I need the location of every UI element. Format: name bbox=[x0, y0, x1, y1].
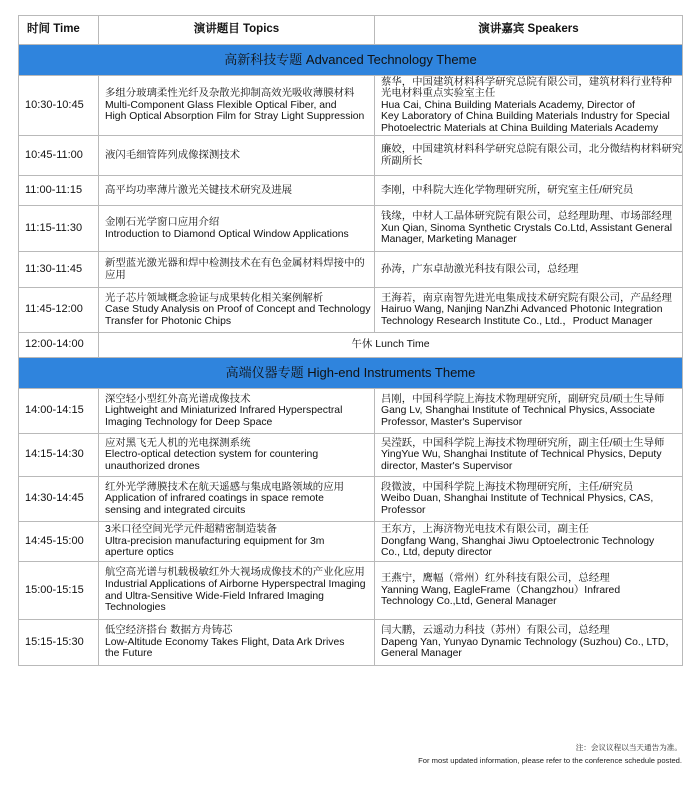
agenda-table bbox=[18, 15, 683, 666]
session-topic-line: Technologies bbox=[105, 602, 166, 614]
session-speaker-line: Hua Cai, China Building Materials Academy, Director of bbox=[381, 99, 635, 111]
session-speaker-line: Dongfang Wang, Shanghai Jiwu Optoelectronic Technology bbox=[381, 535, 655, 547]
theme-row-instruments bbox=[19, 358, 683, 389]
session-topic-line: 金刚石光学窗口应用介绍 bbox=[105, 216, 220, 228]
session-speaker bbox=[375, 434, 683, 477]
session-speaker-line: YingYue Wu, Shanghai Institute of Technical Physics, Deputy bbox=[381, 449, 662, 461]
session-row bbox=[19, 288, 683, 333]
session-row bbox=[19, 477, 683, 522]
session-topic-line: unauthorized drones bbox=[105, 460, 200, 472]
session-time: 14:00-14:15 bbox=[19, 389, 99, 434]
session-topic-line: Transfer for Photonic Chips bbox=[105, 315, 232, 327]
session-speaker bbox=[375, 176, 683, 206]
session-speaker-line: Manager, Marketing Manager bbox=[381, 234, 517, 246]
session-speaker-line: 王东方，上海济物光电技术有限公司，副主任 bbox=[381, 524, 589, 536]
session-speaker-line: 王燕宁，鹰幅（常州）红外科技有限公司，总经理 bbox=[381, 573, 610, 585]
lunch-label: 午休 Lunch Time bbox=[99, 333, 683, 358]
session-topic-line: Electro-optical detection system for countering bbox=[105, 449, 319, 461]
session-speaker-line: 蔡华，中国建筑材料科学研究总院有限公司，建筑材料行业特种 bbox=[381, 76, 672, 88]
session-time: 11:15-11:30 bbox=[19, 206, 99, 252]
session-speaker bbox=[375, 620, 683, 666]
session-topic bbox=[99, 620, 375, 666]
note-chinese: 注：会议议程以当天通告为准。 bbox=[575, 743, 682, 752]
theme-row-advanced bbox=[19, 45, 683, 76]
session-speaker-line: Dapeng Yan, Yunyao Dynamic Technology (Suzhou) Co., LTD， bbox=[381, 636, 676, 648]
session-topic-line: Case Study Analysis on Proof of Concept and Technology bbox=[105, 304, 371, 316]
session-topic-line: 红外光学薄膜技术在航天遥感与集成电路领域的应用 bbox=[105, 481, 344, 493]
session-topic-line: Introduction to Diamond Optical Window Applications bbox=[105, 228, 349, 240]
session-row bbox=[19, 252, 683, 288]
session-row bbox=[19, 522, 683, 562]
session-time: 11:45-12:00 bbox=[19, 288, 99, 333]
session-time: 14:30-14:45 bbox=[19, 477, 99, 522]
session-time: 10:45-11:00 bbox=[19, 136, 99, 176]
session-row bbox=[19, 206, 683, 252]
session-speaker-line: Co., Ltd, deputy director bbox=[381, 547, 492, 559]
session-row bbox=[19, 620, 683, 666]
session-topic-line: Imaging Technology for Deep Space bbox=[105, 416, 273, 428]
session-speaker-line: Photoelectric Materials at China Building Materials Academy bbox=[381, 122, 659, 134]
session-speaker bbox=[375, 288, 683, 333]
session-topic-line: Ultra-precision manufacturing equipment for 3m bbox=[105, 535, 325, 547]
session-speaker bbox=[375, 76, 683, 136]
session-topic-line: Low-Altitude Economy Takes Flight, Data Ark Drives bbox=[105, 636, 345, 648]
session-topic bbox=[99, 288, 375, 333]
session-speaker-line: Gang Lv, Shanghai Institute of Technical Physics, Associate bbox=[381, 405, 655, 417]
session-speaker-line: director, Master's Supervisor bbox=[381, 460, 513, 472]
session-speaker bbox=[375, 206, 683, 252]
session-topic-line: Industrial Applications of Airborne Hyperspectral Imaging bbox=[105, 578, 366, 590]
session-topic-line: 3米口径空间光学元件超精密制造装备 bbox=[105, 524, 278, 536]
session-topic bbox=[99, 434, 375, 477]
session-speaker-line: 吴滢跃，中国科学院上海技术物理研究所，副主任/硕士生导师 bbox=[381, 437, 665, 449]
header-speakers: 演讲嘉宾 Speakers bbox=[375, 16, 683, 45]
session-speaker-line: 孙涛，广东卓劼激光科技有限公司，总经理 bbox=[381, 263, 579, 275]
session-time: 10:30-10:45 bbox=[19, 76, 99, 136]
session-speaker-line: General Manager bbox=[381, 648, 462, 660]
session-topic bbox=[99, 176, 375, 206]
session-topic-line: 多组分玻璃柔性光纤及杂散光抑制高效光吸收薄膜材料 bbox=[105, 88, 355, 100]
session-speaker-line: 光电材料重点实验室主任 bbox=[381, 88, 496, 100]
session-speaker-line: Professor, Master's Supervisor bbox=[381, 416, 523, 428]
session-time: 15:15-15:30 bbox=[19, 620, 99, 666]
session-topic bbox=[99, 522, 375, 562]
session-speaker bbox=[375, 477, 683, 522]
session-topic-line: Multi-Component Glass Flexible Optical Fiber, and bbox=[105, 99, 337, 111]
session-speaker bbox=[375, 136, 683, 176]
session-speaker-line: 闫大鹏，云遥动力科技（苏州）有限公司，总经理 bbox=[381, 625, 610, 637]
session-speaker bbox=[375, 562, 683, 620]
session-time: 15:00-15:15 bbox=[19, 562, 99, 620]
session-topic-line: the Future bbox=[105, 648, 153, 660]
session-topic-line: Lightweight and Miniaturized Infrared Hyperspectral bbox=[105, 405, 343, 417]
theme-title-advanced: 高新科技专题 Advanced Technology Theme bbox=[19, 45, 683, 76]
theme-title-instruments: 高端仪器专题 High-end Instruments Theme bbox=[19, 358, 683, 389]
session-time: 11:30-11:45 bbox=[19, 252, 99, 288]
session-topic-line: and Ultra-Sensitive Wide-Field Infrared Imaging bbox=[105, 590, 324, 602]
session-topic-line: 应对黑飞无人机的光电探测系统 bbox=[105, 437, 251, 449]
session-row bbox=[19, 136, 683, 176]
session-topic-line: 航空高光谱与机载极敏红外大视场成像技术的产业化应用 bbox=[105, 567, 365, 579]
session-speaker bbox=[375, 252, 683, 288]
session-time: 14:45-15:00 bbox=[19, 522, 99, 562]
session-topic-line: 液闪毛细管阵列成像探测技术 bbox=[105, 149, 241, 161]
note-english: For most updated information, please refer to the conference schedule posted. bbox=[418, 756, 682, 765]
session-topic-line: Application of infrared coatings in space remote bbox=[105, 493, 324, 505]
session-speaker-line: 吕刚，中国科学院上海技术物理研究所，副研究员/硕士生导师 bbox=[381, 393, 665, 405]
lunch-time: 12:00-14:00 bbox=[19, 333, 99, 358]
session-topic-line: 高平均功率薄片激光关键技术研究及进展 bbox=[105, 184, 293, 196]
header-time: 时间 Time bbox=[19, 16, 99, 45]
session-topic-line: High Optical Absorption Film for Stray Light Suppression bbox=[105, 111, 365, 123]
session-speaker-line: 王海若，南京南智先进光电集成技术研究院有限公司，产品经理 bbox=[381, 292, 672, 304]
session-speaker-line: Professor bbox=[381, 504, 426, 516]
session-topic bbox=[99, 206, 375, 252]
session-speaker-line: 所副所长 bbox=[381, 155, 423, 167]
session-speaker-line: Technology Research Institute Co., Ltd.，Product Manager bbox=[381, 315, 653, 327]
session-row bbox=[19, 434, 683, 477]
session-topic bbox=[99, 389, 375, 434]
session-topic bbox=[99, 136, 375, 176]
session-time: 11:00-11:15 bbox=[19, 176, 99, 206]
session-speaker bbox=[375, 522, 683, 562]
session-speaker-line: 钱缘，中材人工晶体研究院有限公司，总经理助理、市场部经理 bbox=[381, 211, 672, 223]
session-topic bbox=[99, 477, 375, 522]
lunch-row bbox=[19, 333, 683, 358]
session-row bbox=[19, 76, 683, 136]
session-topic-line: 光子芯片领域概念验证与成果转化相关案例解析 bbox=[105, 292, 324, 304]
session-topic bbox=[99, 76, 375, 136]
session-speaker-line: 李刚，中科院大连化学物理研究所，研究室主任/研究员 bbox=[381, 184, 634, 196]
session-topic-line: 深空轻小型红外高光谱成像技术 bbox=[105, 393, 251, 405]
session-topic-line: aperture optics bbox=[105, 547, 174, 559]
session-row bbox=[19, 389, 683, 434]
session-speaker-line: Key Laboratory of China Building Materials Industry for Special bbox=[381, 111, 670, 123]
table-header-row bbox=[19, 16, 683, 45]
session-speaker-line: 段微波，中国科学院上海技术物理研究所，主任/研究员 bbox=[381, 481, 634, 493]
session-speaker bbox=[375, 389, 683, 434]
session-speaker-line: 廉姣，中国建筑材料科学研究总院有限公司，北分微结构材料研究 bbox=[381, 143, 683, 155]
session-topic bbox=[99, 252, 375, 288]
session-time: 14:15-14:30 bbox=[19, 434, 99, 477]
session-row bbox=[19, 562, 683, 620]
session-speaker-line: Weibo Duan, Shanghai Institute of Technical Physics, CAS, bbox=[381, 493, 654, 505]
session-speaker-line: Hairuo Wang, Nanjing NanZhi Advanced Photonic Integration bbox=[381, 304, 663, 316]
session-row bbox=[19, 176, 683, 206]
session-speaker-line: Yanning Wang, EagleFrame（Changzhou）Infrared bbox=[381, 584, 621, 596]
header-topics: 演讲题目 Topics bbox=[99, 16, 375, 45]
session-topic-line: 应用 bbox=[105, 269, 126, 281]
session-topic-line: sensing and integrated circuits bbox=[105, 504, 246, 516]
session-topic bbox=[99, 562, 375, 620]
session-topic-line: 低空经济搭台 数据方舟铸芯 bbox=[105, 625, 233, 637]
session-speaker-line: Technology Co.,Ltd, General Manager bbox=[381, 596, 557, 608]
session-speaker-line: Xun Qian, Sinoma Synthetic Crystals Co.Ltd, Assistant General bbox=[381, 222, 673, 234]
session-topic-line: 新型蓝光激光器和焊中检测技术在有色金属材料焊接中的 bbox=[105, 257, 365, 269]
